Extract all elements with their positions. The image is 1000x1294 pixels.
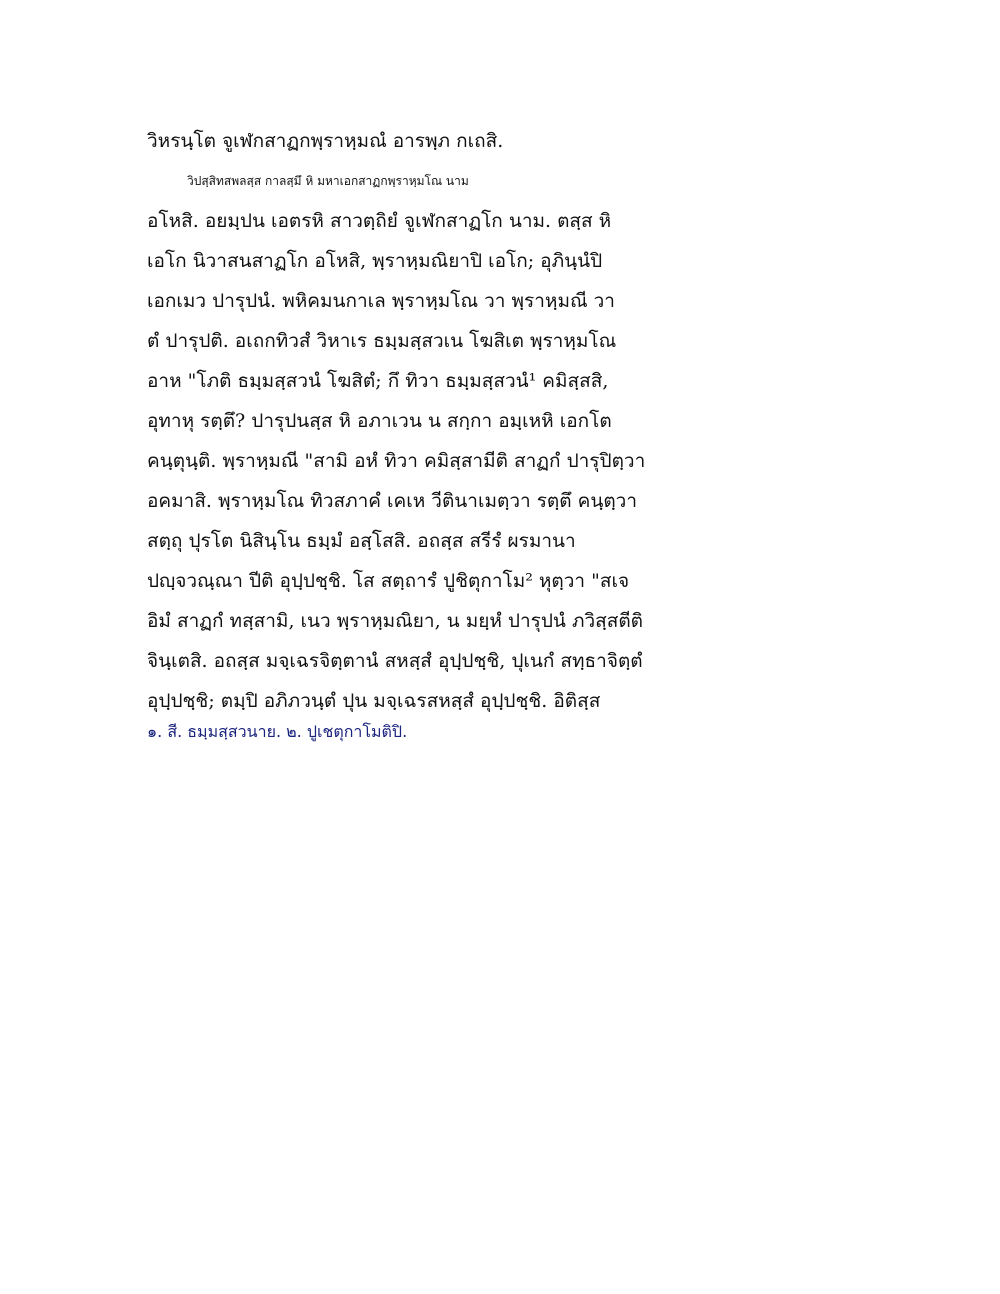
text-line-3: อโหสิ. อยมฺปน เอตรหิ สาวตฺถิยํ จูเฬกสาฏโก นาม. ตสฺส หิ [147, 210, 612, 232]
text-line-11: สตฺถุ ปุรโต นิสินฺโน ธมฺมํ อสฺโสสิ. อถสฺส สรีรํ ผรมานา [147, 530, 576, 552]
text-line-15: อุปฺปชฺชิ; ตมฺปิ อภิภวนฺตํ ปุน มจฺเฉรสหสฺสํ อุปฺปชฺชิ. อิติสฺส [147, 690, 601, 712]
text-line-14: จินฺเตสิ. อถสฺส มจฺเฉรจิตฺตานํ สหสฺสํ อุปฺปชฺชิ, ปุเนกํ สทฺธาจิตฺตํ [147, 650, 643, 672]
footnote: ๑. สี. ธมฺมสฺสวนาย. ๒. ปูเชตุกาโมติปิ. [147, 722, 408, 741]
text-line-7: อาห "โภติ ธมฺมสฺสวนํ โฆสิตํ; กึ ทิวา ธมฺมสฺสวนํ¹ คมิสฺสสิ, [147, 370, 609, 392]
text-line-5: เอกเมว ปารุปนํ. พหิคมนกาเล พฺราหฺมโณ วา พฺราหฺมณี วา [147, 290, 615, 312]
text-line-12: ปญฺจวณฺณา ปีติ อุปฺปชฺชิ. โส สตฺถารํ ปูชิตุกาโม² หุตฺวา "สเจ [147, 570, 630, 592]
text-line-1: วิหรนฺโต จูเฬกสาฏกพฺราหฺมณํ อารพฺภ กเถสิ. [147, 130, 504, 152]
text-line-10: อคมาสิ. พฺราหฺมโณ ทิวสภาคํ เคเห วีตินาเมตฺวา รตฺตึ คนฺตฺวา [147, 490, 638, 512]
text-line-13: อิมํ สาฏกํ ทสฺสามิ, เนว พฺราหฺมณิยา, น มยฺหํ ปารุปนํ ภวิสฺสตีติ [147, 610, 644, 632]
body-text [147, 121, 707, 721]
text-line-2: วิปสฺสิทสพลสฺส กาลสฺมึ หิ มหาเอกสาฏกพฺราหฺมโณ นาม [187, 174, 469, 188]
text-line-4: เอโก นิวาสนสาฏโก อโหสิ, พฺราหฺมณิยาปิ เอโก; อุภินฺนํปิ [147, 250, 603, 272]
text-line-6: ตํ ปารุปติ. อเถกทิวสํ วิหาเร ธมฺมสฺสวเน โฆสิเต พฺราหฺมโณ [147, 330, 617, 352]
text-line-9: คนฺตุนฺติ. พฺราหฺมณี "สามิ อหํ ทิวา คมิสฺสามีติ สาฏกํ ปารุปิตฺวา [147, 450, 646, 472]
text-line-8: อุทาหุ รตฺตึ? ปารุปนสฺส หิ อภาเวน น สกฺกา อมฺเหหิ เอกโต [147, 410, 612, 432]
